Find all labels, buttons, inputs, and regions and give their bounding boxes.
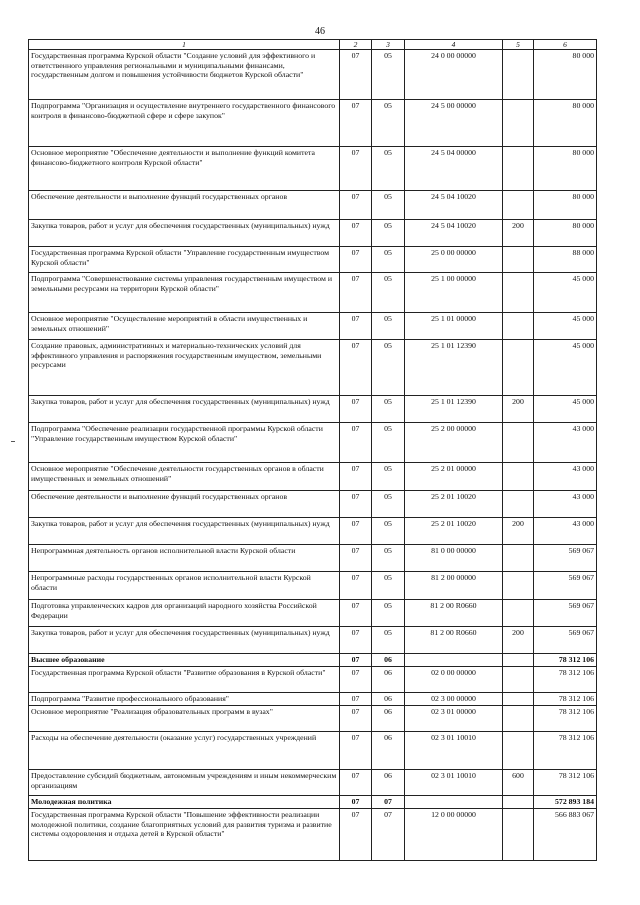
header-col-name: 1: [29, 40, 340, 50]
row-vr: 200: [503, 220, 534, 247]
row-prz: 06: [372, 654, 405, 667]
row-sum: 78 312 106: [534, 770, 597, 796]
row-name: Предоставление субсидий бюджетным, автономным учреждениям и иным некоммерческим организациям: [29, 770, 340, 796]
row-rz: 07: [340, 423, 372, 463]
row-prz: 05: [372, 50, 405, 100]
row-prz: 05: [372, 600, 405, 627]
row-prz: 05: [372, 220, 405, 247]
row-vr: [503, 100, 534, 147]
row-prz: 05: [372, 518, 405, 545]
row-sum: 566 883 067: [534, 809, 597, 861]
table-row: [29, 706, 597, 732]
header-col-rz: 2: [340, 40, 372, 50]
row-name: Закупка товаров, работ и услуг для обеспечения государственных (муниципальных) нужд: [29, 396, 340, 423]
row-vr: [503, 796, 534, 809]
row-csr: 02 3 00 00000: [405, 693, 503, 706]
row-prz: 06: [372, 770, 405, 796]
row-sum: 572 893 184: [534, 796, 597, 809]
row-prz: 06: [372, 693, 405, 706]
row-sum: 45 000: [534, 396, 597, 423]
row-name: Молодежная политика: [29, 796, 340, 809]
table-row: [29, 796, 597, 809]
header-col-prz: 3: [372, 40, 405, 50]
row-name: Основное мероприятие "Обеспечение деятельности государственных органов в области имущественных и земельных отношений": [29, 463, 340, 491]
row-csr: 25 1 01 00000: [405, 313, 503, 340]
row-rz: 07: [340, 396, 372, 423]
row-sum: 80 000: [534, 220, 597, 247]
row-csr: 81 0 00 00000: [405, 545, 503, 572]
row-name: Закупка товаров, работ и услуг для обеспечения государственных (муниципальных) нужд: [29, 220, 340, 247]
row-vr: 200: [503, 518, 534, 545]
row-rz: 07: [340, 247, 372, 273]
row-prz: 05: [372, 100, 405, 147]
row-csr: 25 1 01 12390: [405, 340, 503, 396]
table-row: [29, 518, 597, 545]
row-csr: 81 2 00 00000: [405, 572, 503, 600]
table-row: [29, 396, 597, 423]
table-row: [29, 809, 597, 861]
row-vr: [503, 313, 534, 340]
table-row: [29, 600, 597, 627]
row-prz: 05: [372, 396, 405, 423]
row-csr: 02 3 01 10010: [405, 732, 503, 770]
row-csr: [405, 654, 503, 667]
row-vr: [503, 340, 534, 396]
row-rz: 07: [340, 518, 372, 545]
row-name: Расходы на обеспечение деятельности (оказание услуг) государственных учреждений: [29, 732, 340, 770]
row-vr: 600: [503, 770, 534, 796]
table-row: [29, 463, 597, 491]
row-name: Государственная программа Курской области "Создание условий для эффективного и ответственного управления региональными и муниципальными финансами, государственным долгом и повышения устойчивости бюджетов Курской области": [29, 50, 340, 100]
row-vr: [503, 463, 534, 491]
row-prz: 05: [372, 572, 405, 600]
row-rz: 07: [340, 50, 372, 100]
table-row: [29, 313, 597, 340]
row-vr: [503, 545, 534, 572]
row-sum: 45 000: [534, 340, 597, 396]
row-vr: 200: [503, 627, 534, 654]
row-prz: 05: [372, 191, 405, 220]
row-vr: [503, 693, 534, 706]
budget-table: [28, 39, 597, 861]
row-name: Закупка товаров, работ и услуг для обеспечения государственных (муниципальных) нужд: [29, 627, 340, 654]
table-row: [29, 340, 597, 396]
row-prz: 06: [372, 667, 405, 693]
row-rz: 07: [340, 667, 372, 693]
row-name: Подпрограмма "Совершенствование системы управления государственным имуществом и земельными ресурсами на территории Курской области": [29, 273, 340, 313]
row-vr: [503, 706, 534, 732]
margin-tick-mark: [11, 441, 15, 442]
row-name: Обеспечение деятельности и выполнение функций государственных органов: [29, 491, 340, 518]
row-csr: 24 5 04 00000: [405, 147, 503, 191]
row-vr: [503, 732, 534, 770]
table-row: [29, 100, 597, 147]
row-csr: 24 5 04 10020: [405, 191, 503, 220]
row-rz: 07: [340, 340, 372, 396]
row-rz: 07: [340, 572, 372, 600]
row-rz: 07: [340, 809, 372, 861]
row-rz: 07: [340, 770, 372, 796]
row-name: Обеспечение деятельности и выполнение функций государственных органов: [29, 191, 340, 220]
row-prz: 07: [372, 809, 405, 861]
row-vr: [503, 654, 534, 667]
table-row: [29, 732, 597, 770]
row-rz: 07: [340, 273, 372, 313]
row-vr: [503, 273, 534, 313]
page-number: 46: [315, 26, 325, 37]
row-name: Непрограммные расходы государственных органов исполнительной власти Курской области: [29, 572, 340, 600]
row-csr: 24 0 00 00000: [405, 50, 503, 100]
row-sum: 43 000: [534, 491, 597, 518]
row-prz: 05: [372, 627, 405, 654]
row-sum: 45 000: [534, 313, 597, 340]
row-sum: 78 312 106: [534, 706, 597, 732]
row-csr: 24 5 04 10020: [405, 220, 503, 247]
row-rz: 07: [340, 627, 372, 654]
row-sum: 80 000: [534, 147, 597, 191]
row-csr: 81 2 00 R0660: [405, 627, 503, 654]
table-row: [29, 770, 597, 796]
row-rz: 07: [340, 545, 372, 572]
row-prz: 05: [372, 313, 405, 340]
row-name: Непрограммная деятельность органов исполнительной власти Курской области: [29, 545, 340, 572]
row-sum: 80 000: [534, 100, 597, 147]
row-csr: 25 2 01 10020: [405, 491, 503, 518]
row-sum: 78 312 106: [534, 693, 597, 706]
row-vr: [503, 50, 534, 100]
row-csr: 02 0 00 00000: [405, 667, 503, 693]
row-rz: 07: [340, 732, 372, 770]
header-col-csr: 4: [405, 40, 503, 50]
row-csr: 81 2 00 R0660: [405, 600, 503, 627]
row-vr: [503, 572, 534, 600]
header-col-vr: 5: [503, 40, 534, 50]
row-name: Основное мероприятие "Реализация образовательных программ в вузах": [29, 706, 340, 732]
row-name: Создание правовых, административных и материально-технических условий для эффективного управления и распоряжения государственным имуществом, земельными ресурсами: [29, 340, 340, 396]
row-sum: 569 067: [534, 545, 597, 572]
row-rz: 07: [340, 463, 372, 491]
row-vr: [503, 809, 534, 861]
row-vr: [503, 600, 534, 627]
row-rz: 07: [340, 313, 372, 340]
row-csr: 02 3 01 10010: [405, 770, 503, 796]
row-prz: 05: [372, 463, 405, 491]
row-csr: 25 1 00 00000: [405, 273, 503, 313]
row-name: Государственная программа Курской области "Повышение эффективности реализации молодежной политики, создание благоприятных условий для развития туризма и развитие системы оздоровления и отдыха детей в Курской области": [29, 809, 340, 861]
row-prz: 05: [372, 423, 405, 463]
row-vr: [503, 667, 534, 693]
row-csr: 25 2 01 10020: [405, 518, 503, 545]
table-row: [29, 220, 597, 247]
row-sum: 88 000: [534, 247, 597, 273]
row-sum: 78 312 106: [534, 667, 597, 693]
row-rz: 07: [340, 147, 372, 191]
row-csr: 25 1 01 12390: [405, 396, 503, 423]
row-prz: 05: [372, 273, 405, 313]
row-prz: 06: [372, 732, 405, 770]
table-header-row: [29, 40, 597, 50]
row-sum: 43 000: [534, 423, 597, 463]
table-row: [29, 693, 597, 706]
table-row: [29, 191, 597, 220]
row-name: Высшее образование: [29, 654, 340, 667]
table-row: [29, 423, 597, 463]
row-rz: 07: [340, 600, 372, 627]
row-sum: 43 000: [534, 518, 597, 545]
table-row: [29, 147, 597, 191]
row-csr: 25 2 00 00000: [405, 423, 503, 463]
row-vr: [503, 191, 534, 220]
row-vr: [503, 423, 534, 463]
row-vr: [503, 491, 534, 518]
row-rz: 07: [340, 491, 372, 518]
row-sum: 80 000: [534, 191, 597, 220]
row-csr: 02 3 01 00000: [405, 706, 503, 732]
row-csr: 25 2 01 00000: [405, 463, 503, 491]
row-sum: 78 312 106: [534, 654, 597, 667]
row-prz: 05: [372, 147, 405, 191]
row-prz: 06: [372, 706, 405, 732]
row-name: Подпрограмма "Организация и осуществление внутреннего государственного финансового контроля в финансово-бюджетной сфере и сфере закупок": [29, 100, 340, 147]
table-row: [29, 50, 597, 100]
row-name: Основное мероприятие "Осуществление мероприятий в области имущественных и земельных отношений": [29, 313, 340, 340]
row-prz: 05: [372, 247, 405, 273]
row-rz: 07: [340, 100, 372, 147]
row-sum: 569 067: [534, 572, 597, 600]
row-vr: [503, 147, 534, 191]
row-name: Государственная программа Курской области "Управление государственным имуществом Курской области": [29, 247, 340, 273]
row-rz: 07: [340, 693, 372, 706]
row-rz: 07: [340, 191, 372, 220]
row-csr: 12 0 00 00000: [405, 809, 503, 861]
row-prz: 07: [372, 796, 405, 809]
row-rz: 07: [340, 654, 372, 667]
row-vr: [503, 247, 534, 273]
row-name: Закупка товаров, работ и услуг для обеспечения государственных (муниципальных) нужд: [29, 518, 340, 545]
table-row: [29, 545, 597, 572]
row-rz: 07: [340, 796, 372, 809]
row-rz: 07: [340, 706, 372, 732]
row-name: Государственная программа Курской области "Развитие образования в Курской области": [29, 667, 340, 693]
row-sum: 78 312 106: [534, 732, 597, 770]
row-name: Подготовка управленческих кадров для организаций народного хозяйства Российской Федерации: [29, 600, 340, 627]
table-row: [29, 654, 597, 667]
row-sum: 569 067: [534, 600, 597, 627]
table-row: [29, 247, 597, 273]
row-prz: 05: [372, 340, 405, 396]
row-sum: 45 000: [534, 273, 597, 313]
table-row: [29, 491, 597, 518]
table-row: [29, 273, 597, 313]
row-sum: 80 000: [534, 50, 597, 100]
row-sum: 43 000: [534, 463, 597, 491]
row-sum: 569 067: [534, 627, 597, 654]
row-name: Подпрограмма "Обеспечение реализации государственной программы Курской области "Управление государственным имуществом Курской области": [29, 423, 340, 463]
table-row: [29, 572, 597, 600]
row-name: Основное мероприятие "Обеспечение деятельности и выполнение функций комитета финансово-бюджетного контроля Курской области": [29, 147, 340, 191]
table-row: [29, 627, 597, 654]
row-vr: 200: [503, 396, 534, 423]
row-prz: 05: [372, 491, 405, 518]
row-csr: 24 5 00 00000: [405, 100, 503, 147]
header-col-sum: 6: [534, 40, 597, 50]
row-csr: [405, 796, 503, 809]
row-csr: 25 0 00 00000: [405, 247, 503, 273]
row-prz: 05: [372, 545, 405, 572]
row-name: Подпрограмма "Развитие профессионального образования": [29, 693, 340, 706]
row-rz: 07: [340, 220, 372, 247]
table-row: [29, 667, 597, 693]
